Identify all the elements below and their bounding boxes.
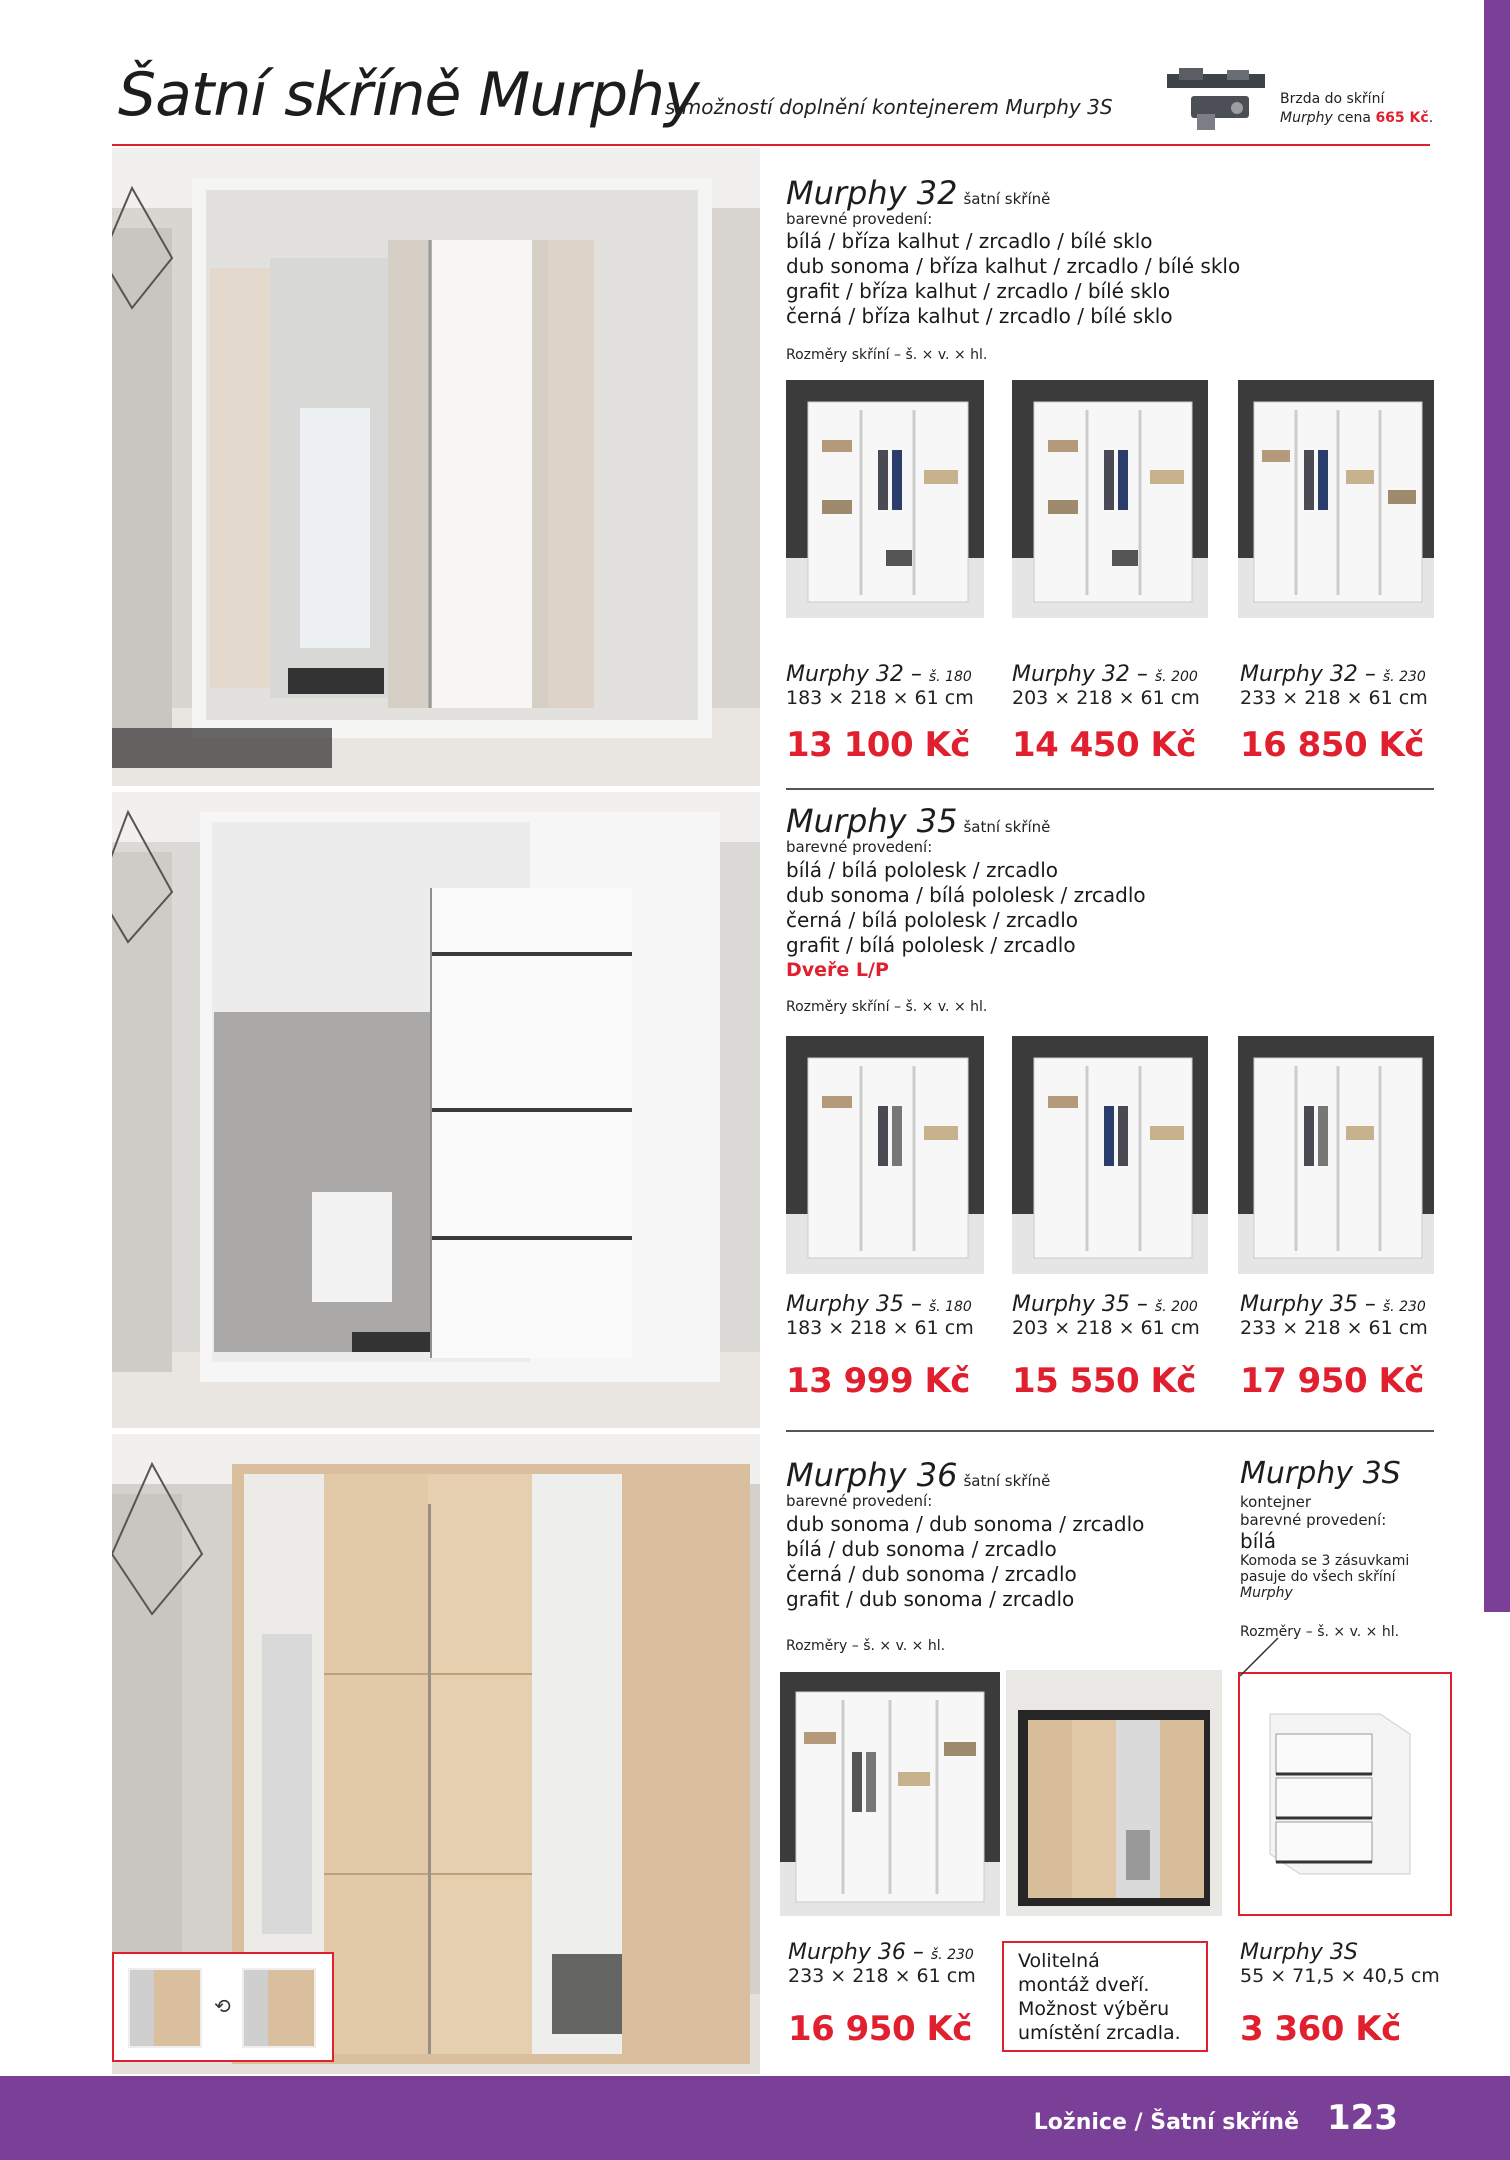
murphy3s-desc2: pasuje do všech skříní (1240, 1569, 1396, 1585)
variant-width: š. 230 (1382, 669, 1426, 685)
color-option: grafit / bílá pololesk / zrcadlo (786, 933, 1076, 957)
section-divider (786, 1430, 1434, 1432)
variant-price: 13 999 Kč (786, 1361, 970, 1401)
color-option: dub sonoma / bílá pololesk / zrcadlo (786, 883, 1146, 907)
murphy3s-kind: kontejner (1240, 1493, 1312, 1511)
door-swap-inset (112, 1952, 334, 2062)
murphy35-variant-200 (1012, 1292, 1200, 1401)
murphy3s-dims-label: Rozměry – š. × v. × hl. (1240, 1624, 1400, 1640)
variant-size: 183 × 218 × 61 cm (786, 1317, 974, 1339)
brake-line2 (1280, 109, 1433, 128)
variant-width: š. 180 (928, 1299, 972, 1315)
murphy32-variant-180 (786, 662, 974, 765)
murphy3s-colors-label: barevné provedení: (1240, 1511, 1387, 1529)
color-option: bílá / bílá pololesk / zrcadlo (786, 858, 1059, 882)
variant-price: 17 950 Kč (1240, 1361, 1424, 1401)
color-option: dub sonoma / bříza kalhut / zrcadlo / bílé sklo (786, 254, 1241, 278)
murphy32-interior-230 (1238, 380, 1434, 618)
variant-price: 3 360 Kč (1240, 2009, 1401, 2049)
murphy3s-pointer-line (1236, 1636, 1296, 1678)
murphy36-black-variant-photo (1006, 1670, 1222, 1916)
murphy36-variant-230 (788, 1940, 976, 2049)
murphy3s-desc3: Murphy (1240, 1585, 1293, 1601)
murphy32-dims-label: Rozměry skříní – š. × v. × hl. (786, 347, 988, 363)
door-option-note (1002, 1941, 1208, 2052)
footer-nav (1034, 2098, 1398, 2138)
murphy35-variant-230 (1240, 1292, 1428, 1401)
brake-dot: . (1428, 110, 1434, 126)
murphy36-colors-label: barevné provedení: (786, 1492, 933, 1510)
variant-size: 233 × 218 × 61 cm (788, 1965, 976, 1987)
variant-price: 13 100 Kč (786, 725, 970, 765)
variant-width: š. 230 (1382, 1299, 1426, 1315)
variant-model: Murphy 35 – (1240, 1292, 1376, 1317)
murphy36-dims-label: Rozměry – š. × v. × hl. (786, 1638, 946, 1654)
murphy3s-color: bílá (1240, 1529, 1277, 1553)
swap-arrows-icon: ⟲ (214, 1994, 231, 2018)
murphy35-variant-180 (786, 1292, 974, 1401)
murphy35-interior-230 (1238, 1036, 1434, 1274)
page-subtitle: s možností doplnění kontejnerem Murphy 3S (665, 95, 1113, 119)
section-divider (786, 788, 1434, 790)
variant-name (786, 662, 974, 687)
variant-width: š. 230 (930, 1947, 974, 1963)
variant-size: 55 × 71,5 × 40,5 cm (1240, 1965, 1440, 1987)
murphy36-interior-photo (780, 1672, 1000, 1916)
variant-size: 233 × 218 × 61 cm (1240, 1317, 1428, 1339)
murphy35-colors-list (786, 858, 1146, 983)
murphy35-doors: Dveře L/P (786, 959, 889, 981)
murphy32-name: Murphy 32 (786, 174, 958, 212)
murphy32-variant-200 (1012, 662, 1200, 765)
variant-name (1012, 1292, 1200, 1317)
murphy3s-name: Murphy 3S (1240, 1456, 1401, 1491)
color-option: dub sonoma / dub sonoma / zrcadlo (786, 1512, 1145, 1536)
brake-price-label: cena (1332, 110, 1376, 126)
page-title: Šatní skříně Murphy (118, 60, 699, 130)
murphy3s-photo-frame (1238, 1672, 1452, 1916)
variant-model: Murphy 32 – (1240, 662, 1376, 687)
note-line: Možnost výběru (1018, 1998, 1170, 2020)
note-line: umístění zrcadla. (1018, 2022, 1181, 2044)
variant-price: 15 550 Kč (1012, 1361, 1196, 1401)
murphy32-colors-label: barevné provedení: (786, 210, 933, 228)
variant-model: Murphy 35 – (786, 1292, 922, 1317)
murphy35-interior-180 (786, 1036, 984, 1274)
color-option: černá / dub sonoma / zrcadlo (786, 1562, 1077, 1586)
murphy36-title (786, 1456, 1050, 1494)
murphy36-kind: šatní skříně (963, 1472, 1051, 1490)
murphy36-name: Murphy 36 (786, 1456, 958, 1494)
variant-width: š. 180 (928, 669, 972, 685)
murphy3s-variant (1240, 1940, 1440, 2049)
header-divider (112, 144, 1430, 146)
variant-model: Murphy 36 – (788, 1940, 924, 1965)
note-line: Volitelná (1018, 1950, 1100, 1972)
murphy35-interior-200 (1012, 1036, 1208, 1274)
variant-name (788, 1940, 976, 1965)
side-tab-bar (1484, 0, 1510, 1612)
brake-price: 665 Kč (1375, 110, 1429, 126)
color-option: černá / bříza kalhut / zrcadlo / bílé sklo (786, 304, 1173, 328)
variant-size: 203 × 218 × 61 cm (1012, 1317, 1200, 1339)
murphy3s-info (1240, 1456, 1409, 1601)
variant-price: 14 450 Kč (1012, 725, 1196, 765)
variant-price: 16 850 Kč (1240, 725, 1424, 765)
variant-width: š. 200 (1154, 1299, 1198, 1315)
variant-name: Murphy 3S (1240, 1940, 1358, 1965)
variant-size: 203 × 218 × 61 cm (1012, 687, 1200, 709)
murphy35-room-photo (112, 792, 760, 1428)
page-number: 123 (1327, 2098, 1398, 2138)
brake-product: Murphy (1280, 110, 1333, 126)
color-option: černá / bílá pololesk / zrcadlo (786, 908, 1079, 932)
brake-hardware-image (1165, 66, 1270, 132)
variant-name (1240, 662, 1428, 687)
variant-name (1240, 1292, 1428, 1317)
variant-size: 183 × 218 × 61 cm (786, 687, 974, 709)
murphy35-name: Murphy 35 (786, 802, 958, 840)
variant-name (786, 1292, 974, 1317)
variant-model: Murphy 32 – (1012, 662, 1148, 687)
variant-width: š. 200 (1154, 669, 1198, 685)
color-option: grafit / dub sonoma / zrcadlo (786, 1587, 1075, 1611)
murphy32-title (786, 174, 1050, 212)
murphy35-dims-label: Rozměry skříní – š. × v. × hl. (786, 999, 988, 1015)
color-option: bílá / bříza kalhut / zrcadlo / bílé sklo (786, 229, 1153, 253)
murphy35-title (786, 802, 1050, 840)
note-line: montáž dveří. (1018, 1974, 1150, 1996)
color-option: grafit / bříza kalhut / zrcadlo / bílé sklo (786, 279, 1171, 303)
murphy32-room-photo (112, 148, 760, 786)
murphy3s-desc1: Komoda se 3 zásuvkami (1240, 1553, 1410, 1569)
brake-offer (1280, 90, 1433, 128)
variant-model: Murphy 32 – (786, 662, 922, 687)
variant-price: 16 950 Kč (788, 2009, 972, 2049)
murphy32-kind: šatní skříně (963, 190, 1051, 208)
footer-section: Ložnice / Šatní skříně (1033, 2110, 1300, 2135)
murphy35-colors-label: barevné provedení: (786, 838, 933, 856)
color-option: bílá / dub sonoma / zrcadlo (786, 1537, 1057, 1561)
murphy36-colors-list (786, 1512, 1144, 1612)
murphy32-interior-180 (786, 380, 984, 618)
brake-line1: Brzda do skříní (1280, 91, 1385, 107)
murphy32-interior-200 (1012, 380, 1208, 618)
variant-model: Murphy 35 – (1012, 1292, 1148, 1317)
murphy32-colors-list (786, 229, 1240, 329)
variant-size: 233 × 218 × 61 cm (1240, 687, 1428, 709)
murphy32-variant-230 (1240, 662, 1428, 765)
murphy35-kind: šatní skříně (963, 818, 1051, 836)
variant-name (1012, 662, 1200, 687)
